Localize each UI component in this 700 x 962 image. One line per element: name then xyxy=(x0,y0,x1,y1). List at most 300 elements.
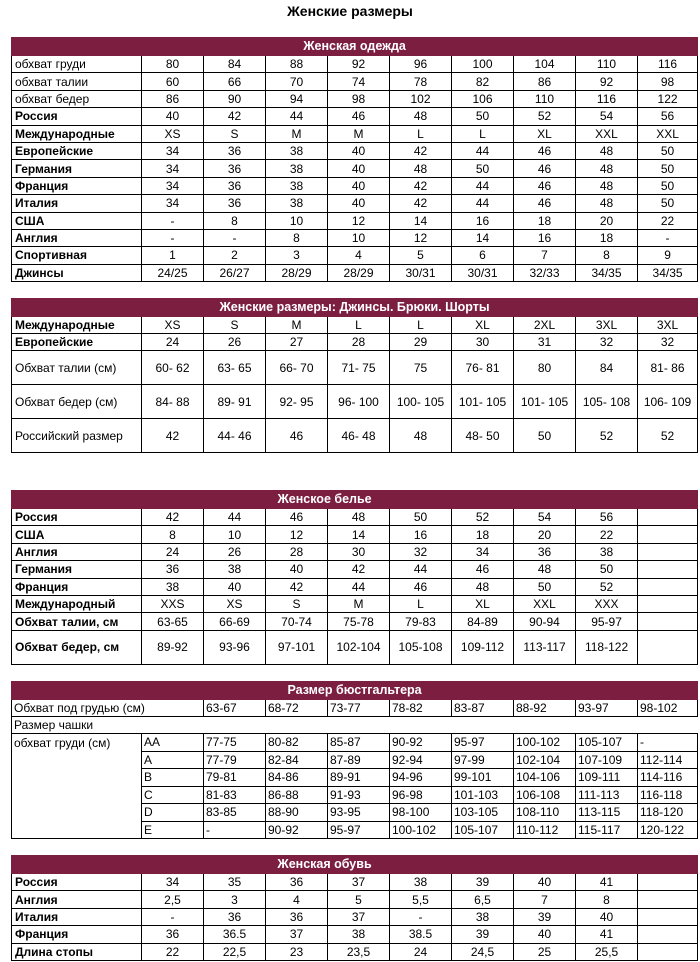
table-cell: 82 xyxy=(452,73,514,90)
table-cell: 107-109 xyxy=(576,751,638,769)
row-label: Джинсы xyxy=(12,264,142,281)
table-cell: 8 xyxy=(576,891,638,908)
row-label: обхват талии xyxy=(12,73,142,90)
table-cell: 27 xyxy=(266,334,328,351)
table-cell: 91-93 xyxy=(328,786,390,804)
table-cell: 86 xyxy=(514,73,576,90)
row-label: США xyxy=(12,212,142,229)
table-cell: 79-81 xyxy=(204,769,266,787)
table-cell: 42 xyxy=(390,195,452,212)
table-cell: 98 xyxy=(328,90,390,107)
table-cell: 100-102 xyxy=(514,734,576,752)
table-cell: 106-108 xyxy=(514,786,576,804)
table-cell: 94-96 xyxy=(390,769,452,787)
table-cell: 38 xyxy=(390,874,452,891)
table-cell: 98 xyxy=(638,73,698,90)
table-cell: 97-99 xyxy=(452,751,514,769)
table-cell: 44 xyxy=(266,108,328,125)
table-cell: 52 xyxy=(576,419,638,453)
table-cell: 32/33 xyxy=(514,264,576,281)
table-cell: 5 xyxy=(328,891,390,908)
table-cell: 24,5 xyxy=(452,943,514,960)
table-cell: 48 xyxy=(452,578,514,595)
table-cell: 4 xyxy=(266,891,328,908)
table-cell: 44 xyxy=(452,142,514,159)
table-cell: 22 xyxy=(576,526,638,543)
table-cell: 63-65 xyxy=(142,613,204,630)
row-label: Россия xyxy=(12,874,142,891)
row-label: Германия xyxy=(12,160,142,177)
table-cell: 60- 62 xyxy=(142,351,204,385)
table-cell: 23 xyxy=(266,943,328,960)
cup-size-label: Размер чашки xyxy=(12,717,698,734)
table-cell: 34 xyxy=(142,874,204,891)
cup-letter: AA xyxy=(142,734,204,752)
table-cell: 84-89 xyxy=(452,613,514,630)
table-cell: 3 xyxy=(204,891,266,908)
table-cell: 36 xyxy=(204,195,266,212)
table-cell: 48- 50 xyxy=(452,419,514,453)
table-cell: 8 xyxy=(142,526,204,543)
table-cell: 10 xyxy=(204,526,266,543)
table-cell: 16 xyxy=(390,526,452,543)
table-cell: L xyxy=(452,125,514,142)
table-cell: 82-84 xyxy=(266,751,328,769)
table-cell: 44 xyxy=(328,578,390,595)
table-cell: 34 xyxy=(452,543,514,560)
table-cell: 42 xyxy=(328,561,390,578)
table-cell: 89- 91 xyxy=(204,385,266,419)
row-label: Франция xyxy=(12,578,142,595)
table-cell: 10 xyxy=(266,212,328,229)
table-cell: 42 xyxy=(204,108,266,125)
table-cell: XS xyxy=(142,125,204,142)
table-cell: 78 xyxy=(390,73,452,90)
underbust-label: Обхват под грудью (см) xyxy=(12,700,204,717)
table-cell: 5,5 xyxy=(390,891,452,908)
table-row xyxy=(12,543,698,560)
cup-letter: A xyxy=(142,751,204,769)
cup-letter: B xyxy=(142,769,204,787)
table-cell: 102 xyxy=(390,90,452,107)
table-title-row xyxy=(12,299,698,317)
table-cell: 24 xyxy=(142,334,204,351)
table-cell: 24/25 xyxy=(142,264,204,281)
table-cell: 3XL xyxy=(638,317,698,334)
table-cell: 102-104 xyxy=(514,751,576,769)
table-cell: 3XL xyxy=(576,317,638,334)
table-cell: 32 xyxy=(576,334,638,351)
table-cell: 14 xyxy=(328,526,390,543)
table-cell: 32 xyxy=(390,543,452,560)
empty-cell xyxy=(12,769,142,787)
table-cell: 75-78 xyxy=(328,613,390,630)
table-title-spacer xyxy=(638,856,698,874)
table-cell: - xyxy=(204,821,266,839)
table-cell: 75 xyxy=(390,351,452,385)
table-cell: 18 xyxy=(514,212,576,229)
empty-cell xyxy=(638,613,698,630)
table-cell: 6,5 xyxy=(452,891,514,908)
table-cell: 105-108 xyxy=(390,630,452,664)
table-cell: 37 xyxy=(328,874,390,891)
row-label: Международный xyxy=(12,595,142,612)
table-cell: 52 xyxy=(452,509,514,526)
table-cell: XL xyxy=(514,125,576,142)
table-cell: 46 xyxy=(266,419,328,453)
table-cell: 118-122 xyxy=(576,630,638,664)
table-row xyxy=(12,212,698,229)
table-cell: 115-117 xyxy=(576,821,638,839)
table-cell: 14 xyxy=(452,229,514,246)
table-row xyxy=(12,804,698,822)
table-cell: 93-97 xyxy=(576,700,638,717)
clothing-table-section xyxy=(11,37,697,282)
table-cell: 26 xyxy=(204,334,266,351)
table-cell: 71- 75 xyxy=(328,351,390,385)
table-cell: 109-112 xyxy=(452,630,514,664)
lingerie-table-section xyxy=(11,490,697,665)
table-cell: XXL xyxy=(514,595,576,612)
table-cell: 99-101 xyxy=(452,769,514,787)
table-cell: 38 xyxy=(204,561,266,578)
table-cell: 89-91 xyxy=(328,769,390,787)
table-cell: 38 xyxy=(576,543,638,560)
table-cell: 3 xyxy=(266,247,328,264)
table-cell: 14 xyxy=(390,212,452,229)
row-label: Франция xyxy=(12,177,142,194)
table-cell: 50 xyxy=(514,419,576,453)
table-row xyxy=(12,595,698,612)
table-row xyxy=(12,195,698,212)
table-cell: 20 xyxy=(576,212,638,229)
table-cell: 48 xyxy=(390,160,452,177)
table-cell: 52 xyxy=(638,419,698,453)
empty-cell xyxy=(12,786,142,804)
table-cell: 36 xyxy=(204,142,266,159)
table-cell: 90-94 xyxy=(514,613,576,630)
table-cell: L xyxy=(390,125,452,142)
table-cell: XXL xyxy=(638,125,698,142)
table-cell: 100-102 xyxy=(390,821,452,839)
table-cell: 36 xyxy=(204,908,266,925)
table-cell: 86-88 xyxy=(266,786,328,804)
table-cell: L xyxy=(390,317,452,334)
table-cell: 24 xyxy=(390,943,452,960)
table-cell: 46 xyxy=(452,561,514,578)
table-cell: 92 xyxy=(576,73,638,90)
table-cell: 95-97 xyxy=(452,734,514,752)
table-cell: - xyxy=(390,908,452,925)
table-cell: 44- 46 xyxy=(204,419,266,453)
table-cell: 85-87 xyxy=(328,734,390,752)
table-cell: S xyxy=(204,125,266,142)
table-cell: 12 xyxy=(390,229,452,246)
table-cell: 16 xyxy=(514,229,576,246)
empty-cell xyxy=(638,509,698,526)
table-cell: 112-114 xyxy=(638,751,698,769)
table-cell: 88 xyxy=(266,56,328,73)
table-cell: 37 xyxy=(328,908,390,925)
table-title: Женское белье xyxy=(12,491,638,509)
row-label: Европейские xyxy=(12,334,142,351)
table-title-row xyxy=(12,682,698,700)
table-cell: 77-79 xyxy=(204,751,266,769)
table-cell: 54 xyxy=(514,509,576,526)
jeans-table-section xyxy=(11,298,697,453)
table-cell: 66- 70 xyxy=(266,351,328,385)
table-row xyxy=(12,874,698,891)
table-row xyxy=(12,578,698,595)
table-cell: 111-113 xyxy=(576,786,638,804)
table-cell: 46 xyxy=(266,509,328,526)
table-cell: 34 xyxy=(142,160,204,177)
table-row xyxy=(12,717,698,734)
table-row xyxy=(12,56,698,73)
table-cell: M xyxy=(266,125,328,142)
empty-cell xyxy=(638,543,698,560)
table-cell: 8 xyxy=(204,212,266,229)
table-cell: 116-118 xyxy=(638,786,698,804)
table-cell: 42 xyxy=(142,509,204,526)
table-cell: 40 xyxy=(328,195,390,212)
table-cell: L xyxy=(390,595,452,612)
table-cell: - xyxy=(638,229,698,246)
shoes-table-section xyxy=(11,855,697,961)
table-cell: 29 xyxy=(390,334,452,351)
table-cell: 4 xyxy=(328,247,390,264)
table-cell: 42 xyxy=(390,142,452,159)
table-cell: 36.5 xyxy=(204,926,266,943)
table-cell: S xyxy=(266,595,328,612)
table-cell: 48 xyxy=(390,419,452,453)
table-row xyxy=(12,526,698,543)
empty-cell xyxy=(638,595,698,612)
table-cell: M xyxy=(328,595,390,612)
table-cell: 44 xyxy=(204,509,266,526)
table-cell: 12 xyxy=(328,212,390,229)
cup-letter: D xyxy=(142,804,204,822)
table-cell: 50 xyxy=(576,561,638,578)
table-row xyxy=(12,108,698,125)
page-title: Женские размеры xyxy=(287,3,413,19)
table-cell: 50 xyxy=(638,195,698,212)
table-cell: 80 xyxy=(514,351,576,385)
table-cell: 28/29 xyxy=(266,264,328,281)
table-cell: 5 xyxy=(390,247,452,264)
table-cell: 96 xyxy=(390,56,452,73)
table-cell: 1 xyxy=(142,247,204,264)
table-cell: 116 xyxy=(638,56,698,73)
table-cell: 26/27 xyxy=(204,264,266,281)
table-row xyxy=(12,786,698,804)
table-cell: 40 xyxy=(142,108,204,125)
table-row xyxy=(12,700,698,717)
table-cell: 79-83 xyxy=(390,613,452,630)
table-cell: 46 xyxy=(390,578,452,595)
table-cell: 93-95 xyxy=(328,804,390,822)
table-cell: 22,5 xyxy=(204,943,266,960)
empty-cell xyxy=(638,630,698,664)
table-cell: 34 xyxy=(142,142,204,159)
table-cell: 76- 81 xyxy=(452,351,514,385)
table-cell: 101-103 xyxy=(452,786,514,804)
table-cell: 77-75 xyxy=(204,734,266,752)
row-label: Англия xyxy=(12,891,142,908)
table-cell: 122 xyxy=(638,90,698,107)
table-cell: 113-115 xyxy=(576,804,638,822)
table-row xyxy=(12,419,698,453)
jeans-size-table xyxy=(11,298,698,453)
table-cell: 41 xyxy=(576,926,638,943)
table-cell: 95-97 xyxy=(328,821,390,839)
table-cell: 37 xyxy=(266,926,328,943)
table-row xyxy=(12,561,698,578)
row-label: США xyxy=(12,526,142,543)
table-cell: 105- 108 xyxy=(576,385,638,419)
table-cell: 31 xyxy=(514,334,576,351)
cup-letter: E xyxy=(142,821,204,839)
table-cell: 7 xyxy=(514,247,576,264)
table-row xyxy=(12,125,698,142)
table-cell: 104-106 xyxy=(514,769,576,787)
table-cell: 48 xyxy=(328,509,390,526)
row-label: Англия xyxy=(12,229,142,246)
table-cell: - xyxy=(142,229,204,246)
table-row xyxy=(12,317,698,334)
table-cell: 38 xyxy=(328,926,390,943)
table-cell: 38 xyxy=(266,177,328,194)
table-cell: 50 xyxy=(638,142,698,159)
row-label: Международные xyxy=(12,125,142,142)
table-cell: 40 xyxy=(328,142,390,159)
table-title: Размер бюстгальтера xyxy=(12,682,698,700)
table-row xyxy=(12,229,698,246)
table-cell: XL xyxy=(452,595,514,612)
table-row xyxy=(12,613,698,630)
table-cell: 22 xyxy=(142,943,204,960)
table-title: Женская обувь xyxy=(12,856,638,874)
table-title-row xyxy=(12,491,698,509)
table-cell: 66-69 xyxy=(204,613,266,630)
row-label: Италия xyxy=(12,195,142,212)
table-cell: 101- 105 xyxy=(514,385,576,419)
table-cell: 88-92 xyxy=(514,700,576,717)
row-label: обхват груди xyxy=(12,56,142,73)
table-cell: 105-107 xyxy=(576,734,638,752)
table-cell: 96-98 xyxy=(390,786,452,804)
table-row xyxy=(12,821,698,839)
table-cell: 98-100 xyxy=(390,804,452,822)
table-cell: 90-92 xyxy=(390,734,452,752)
table-cell: 52 xyxy=(576,578,638,595)
table-cell: 2,5 xyxy=(142,891,204,908)
table-row xyxy=(12,385,698,419)
table-cell: 38 xyxy=(452,908,514,925)
table-cell: 9 xyxy=(638,247,698,264)
table-cell: 84- 88 xyxy=(142,385,204,419)
table-cell: 109-111 xyxy=(576,769,638,787)
table-cell: 34 xyxy=(142,195,204,212)
table-cell: 98-102 xyxy=(638,700,698,717)
table-cell: 114-116 xyxy=(638,769,698,787)
table-row xyxy=(12,751,698,769)
table-cell: 50 xyxy=(452,160,514,177)
empty-cell xyxy=(12,804,142,822)
table-cell: - xyxy=(638,734,698,752)
table-cell: 116 xyxy=(576,90,638,107)
table-cell: 34 xyxy=(142,177,204,194)
table-row xyxy=(12,630,698,664)
empty-cell xyxy=(638,891,698,908)
table-row xyxy=(12,734,698,752)
table-cell: 89-92 xyxy=(142,630,204,664)
table-cell: 36 xyxy=(266,908,328,925)
cup-letter: C xyxy=(142,786,204,804)
table-cell: 36 xyxy=(266,874,328,891)
table-cell: 38 xyxy=(142,578,204,595)
table-cell: 50 xyxy=(638,177,698,194)
table-cell: 2XL xyxy=(514,317,576,334)
table-cell: 50 xyxy=(390,509,452,526)
table-cell: 108-110 xyxy=(514,804,576,822)
table-cell: 84 xyxy=(204,56,266,73)
table-row xyxy=(12,943,698,960)
table-row xyxy=(12,509,698,526)
table-cell: - xyxy=(204,229,266,246)
table-cell: 42 xyxy=(266,578,328,595)
table-cell: 28 xyxy=(328,334,390,351)
table-cell: 30/31 xyxy=(452,264,514,281)
table-cell: 70-74 xyxy=(266,613,328,630)
table-cell: 34/35 xyxy=(638,264,698,281)
table-cell: 40 xyxy=(576,908,638,925)
table-cell: 92-94 xyxy=(390,751,452,769)
table-cell: 100 xyxy=(452,56,514,73)
table-cell: 83-85 xyxy=(204,804,266,822)
table-cell: 97-101 xyxy=(266,630,328,664)
row-label: Обхват талии, см xyxy=(12,613,142,630)
table-cell: 30 xyxy=(328,543,390,560)
row-label: Международные xyxy=(12,317,142,334)
table-cell: 46- 48 xyxy=(328,419,390,453)
table-cell: 60 xyxy=(142,73,204,90)
empty-cell xyxy=(638,578,698,595)
table-cell: 80-82 xyxy=(266,734,328,752)
table-cell: 48 xyxy=(576,160,638,177)
row-label: Спортивная xyxy=(12,247,142,264)
table-cell: 50 xyxy=(452,108,514,125)
table-cell: 68-72 xyxy=(266,700,328,717)
row-label: Обхват бедер, см xyxy=(12,630,142,664)
table-cell: 80 xyxy=(142,56,204,73)
table-cell: 46 xyxy=(514,160,576,177)
table-row xyxy=(12,247,698,264)
table-cell: XS xyxy=(142,317,204,334)
table-cell: 46 xyxy=(514,195,576,212)
table-cell: 22 xyxy=(638,212,698,229)
table-cell: 16 xyxy=(452,212,514,229)
table-cell: 120-122 xyxy=(638,821,698,839)
table-cell: 23,5 xyxy=(328,943,390,960)
table-cell: 81- 86 xyxy=(638,351,698,385)
table-cell: 110-112 xyxy=(514,821,576,839)
table-cell: 90 xyxy=(204,90,266,107)
table-cell: 30/31 xyxy=(390,264,452,281)
empty-cell xyxy=(638,526,698,543)
table-cell: XXX xyxy=(576,595,638,612)
table-cell: 20 xyxy=(514,526,576,543)
